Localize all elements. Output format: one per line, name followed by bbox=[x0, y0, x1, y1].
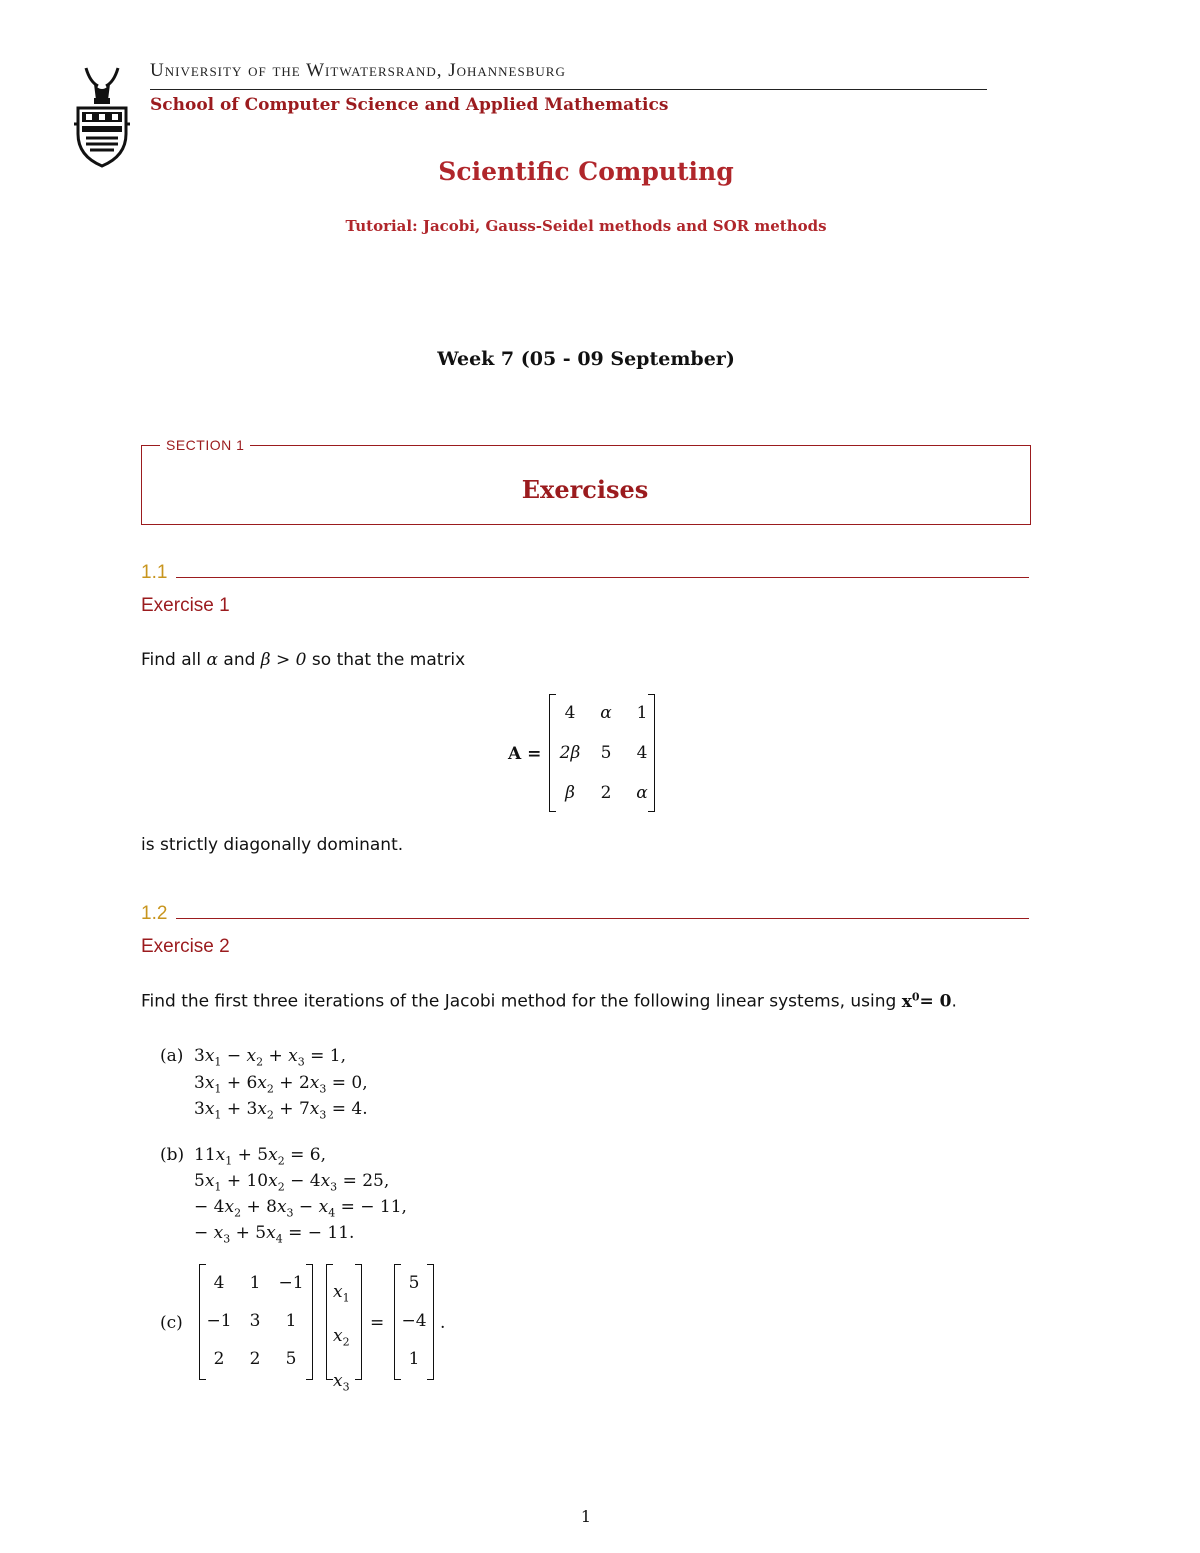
matrix-a-cell: 4 bbox=[564, 703, 576, 723]
matrix-c-cell: −1 bbox=[278, 1273, 304, 1293]
subsection-rule-2 bbox=[176, 918, 1029, 919]
exercise-1-title: Exercise 1 bbox=[141, 595, 230, 616]
part-b-eq1: $11x_1 + 5x_2 = 6$, bbox=[194, 1145, 326, 1168]
matrix-c-cell: 5 bbox=[285, 1349, 297, 1369]
matrix-c-cell: −1 bbox=[206, 1311, 232, 1331]
subsection-rule-1 bbox=[176, 577, 1029, 578]
page-number: 1 bbox=[580, 1507, 592, 1526]
vector-x: $x_1$ $x_2$ $x_3$ bbox=[333, 1282, 350, 1394]
course-title: Scientific Computing bbox=[438, 157, 734, 186]
university-crest-logo bbox=[72, 64, 132, 168]
part-a-eq1: $3x_1 - x_2 + x_3 = 1$, bbox=[194, 1046, 347, 1069]
vector-b-cell: 5 bbox=[408, 1273, 420, 1293]
section-label: SECTION 1 bbox=[160, 437, 250, 453]
exercise-2-prompt: Find the first three iterations of the Jacobi method for the following linear systems, using $x^0= 0$. bbox=[141, 990, 957, 1012]
matrix-a-cell: 2β bbox=[559, 743, 581, 763]
part-a-eq3: $3x_1 + 3x_2 + 7x_3 = 4$. bbox=[194, 1099, 368, 1122]
exercise-1-closing: is strictly diagonally dominant. bbox=[141, 835, 404, 855]
part-a-eq2: $3x_1 + 6x_2 + 2x_3 = 0$, bbox=[194, 1073, 368, 1096]
equals-sign: = bbox=[370, 1313, 385, 1333]
matrix-a-cell: 5 bbox=[600, 743, 612, 763]
matrix-a-cell: β bbox=[565, 783, 575, 803]
vector-b-cell: −4 bbox=[401, 1311, 427, 1331]
matrix-a-label: A = bbox=[508, 744, 542, 764]
matrix-c-body bbox=[201, 1273, 309, 1387]
matrix-a-cell: 4 bbox=[636, 743, 648, 763]
matrix-a-cell: α bbox=[600, 703, 612, 723]
matrix-a-cell: α bbox=[636, 783, 648, 803]
vector-b-body bbox=[396, 1273, 432, 1387]
exercise-2-title: Exercise 2 bbox=[141, 936, 230, 957]
matrix-c-cell: 2 bbox=[249, 1349, 261, 1369]
section-title: Exercises bbox=[521, 475, 649, 504]
part-a-label: (a) bbox=[160, 1046, 184, 1066]
part-b-eq4: − $x_3 + 5x_4$ = − 11. bbox=[194, 1223, 355, 1246]
matrix-c-cell: 2 bbox=[213, 1349, 225, 1369]
vector-x-right-bracket bbox=[355, 1264, 362, 1380]
matrix-a-cell: 1 bbox=[636, 703, 648, 723]
part-b-eq3: − $4x_2 + 8x_3 - x_4$ = − 11, bbox=[194, 1197, 407, 1220]
matrix-c-cell: 4 bbox=[213, 1273, 225, 1293]
matrix-c-cell: 1 bbox=[285, 1311, 297, 1331]
vector-b-cell: 1 bbox=[408, 1349, 420, 1369]
university-name: University of the Witwatersrand, Johannesburg bbox=[150, 60, 566, 81]
part-c-label: (c) bbox=[160, 1313, 183, 1333]
header-rule bbox=[150, 89, 987, 90]
tutorial-subtitle: Tutorial: Jacobi, Gauss-Seidel methods and SOR methods bbox=[345, 217, 827, 235]
part-c-period: . bbox=[440, 1313, 446, 1333]
part-b-eq2: $5x_1 + 10x_2 - 4x_3 = 25$, bbox=[194, 1171, 390, 1194]
subsection-number-1: 1.1 bbox=[141, 562, 168, 583]
matrix-c-cell: 3 bbox=[249, 1311, 261, 1331]
subsection-number-2: 1.2 bbox=[141, 903, 168, 924]
matrix-a-body bbox=[552, 703, 660, 823]
part-b-label: (b) bbox=[160, 1145, 185, 1165]
week-heading: Week 7 (05 - 09 September) bbox=[437, 348, 735, 370]
exercise-1-prompt: Find all α and β > 0 so that the matrix bbox=[141, 650, 466, 670]
vector-x-left-bracket bbox=[326, 1264, 333, 1380]
school-name: School of Computer Science and Applied Mathematics bbox=[150, 95, 669, 115]
matrix-a-cell: 2 bbox=[600, 783, 612, 803]
matrix-c-cell: 1 bbox=[249, 1273, 261, 1293]
